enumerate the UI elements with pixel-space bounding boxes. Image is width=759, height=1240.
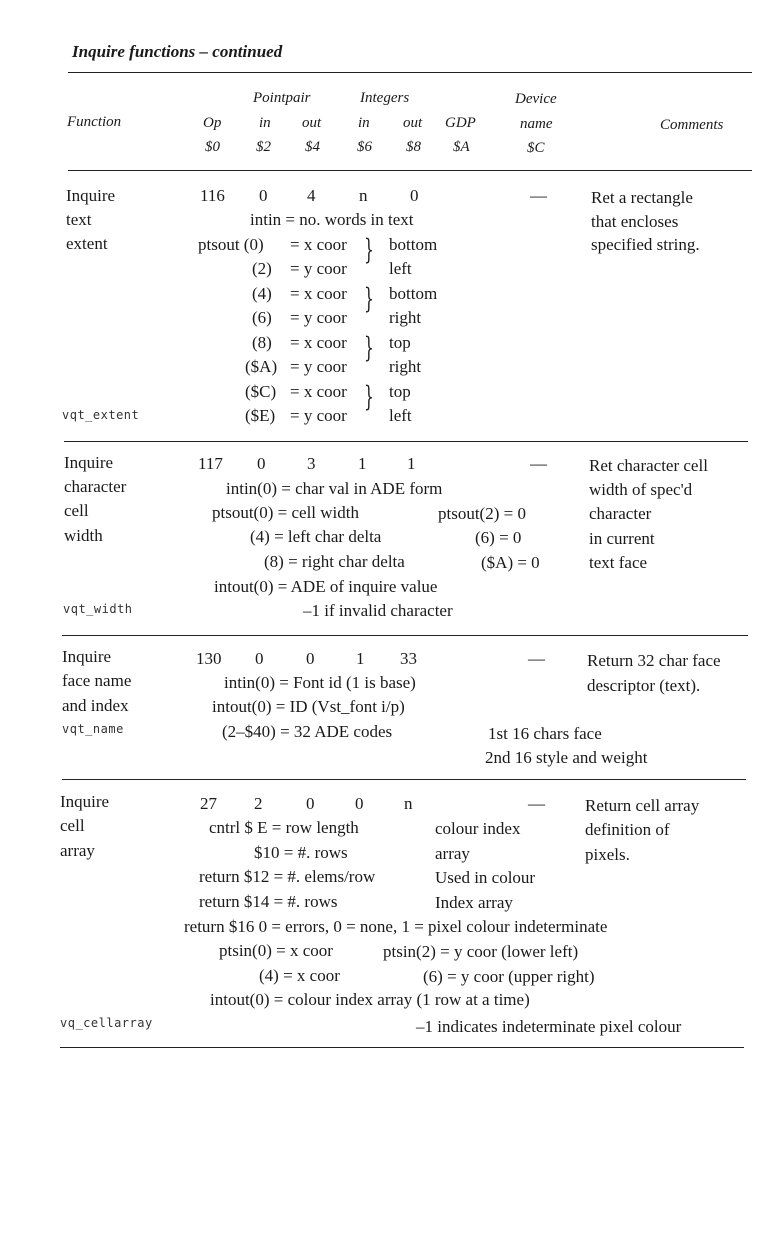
detail-line: (2–$40) = 32 ADE codes [222,722,393,741]
detail-label: (2) [252,259,272,278]
header-op: Op [203,115,222,131]
detail-line: ptsout(0) = cell width [212,503,359,522]
header-comments: Comments [660,117,724,133]
detail-note: top [389,333,411,352]
pointpair-in: 0 [257,454,266,473]
comment-line: Return 32 char face [587,651,721,670]
detail-line: (6) = y coor (upper right) [423,967,595,986]
detail-value: = x coor [290,333,347,352]
detail-line: Index array [435,893,513,912]
detail-line: ptsin(0) = x coor [219,941,333,960]
detail-note: bottom [389,235,438,254]
detail-label: (6) [252,308,272,327]
function-name-line: and index [62,696,129,715]
detail-note: top [389,382,411,401]
binding-name: vqt_width [63,602,133,616]
detail-note: left [389,259,412,278]
detail-line: return $12 = #. elems/row [199,867,376,886]
comment-line: definition of [585,820,670,839]
header-sA: $A [453,139,470,155]
integers-in: 1 [356,649,365,668]
comment-line: character [589,504,652,523]
function-name-line: cell [64,501,89,520]
device-name: — [528,794,545,813]
integers-out: 33 [400,649,417,668]
comment-line: pixels. [585,845,630,864]
function-name-line: extent [66,234,108,253]
detail-line: intout(0) = ADE of inquire value [214,577,438,596]
header-device: Device [515,91,557,107]
detail-line: 1st 16 chars face [488,724,602,743]
detail-line: (4) = x coor [259,966,340,985]
comment-line: text face [589,553,648,572]
header-pointpair: Pointpair [253,90,311,106]
pointpair-out: 0 [306,794,315,813]
function-name-line: cell [60,816,85,835]
detail-note: left [389,406,412,425]
comment-line: Return cell array [585,796,700,815]
device-name: — [530,454,547,473]
device-name: — [530,186,547,205]
detail-line: –1 if invalid character [303,601,453,620]
detail-line: intout(0) = colour index array (1 row at a time) [210,990,530,1009]
pointpair-in: 0 [259,186,268,205]
row-divider [64,441,748,442]
function-name-line: face name [62,671,132,690]
header-s6: $6 [357,139,372,155]
row-divider [62,779,746,780]
detail-line: array [435,844,470,863]
opcode: 130 [196,649,222,668]
binding-name: vqt_name [62,722,124,736]
detail-note: right [389,357,422,376]
pointpair-out: 4 [307,186,316,205]
integers-in: n [359,186,368,205]
function-name-line: Inquire [62,647,112,666]
header-s8: $8 [406,139,421,155]
pointpair-in: 2 [254,794,263,813]
opcode: 27 [200,794,217,813]
detail-label: ($A) [245,357,278,376]
binding-name: vqt_extent [62,408,140,422]
comment-line: that encloses [591,212,679,231]
header-device-name: name [520,116,553,132]
brace-icon: } [364,233,374,266]
header-top-rule [68,72,752,73]
detail-note: bottom [389,284,438,303]
row-divider [62,635,748,636]
function-name-line: array [60,841,95,860]
integers-out: n [404,794,413,813]
function-name-line: character [64,477,127,496]
detail-label: ptsout (0) [198,235,264,254]
detail-value: = y coor [290,259,347,278]
table-bottom-rule [60,1047,744,1048]
pointpair-in: 0 [255,649,264,668]
detail-line: cntrl $ E = row length [209,818,359,837]
detail-line: intin = no. words in text [250,210,414,229]
brace-icon: } [364,380,374,413]
detail-line: 2nd 16 style and weight [485,748,648,767]
function-name-line: Inquire [66,186,116,205]
detail-value: = y coor [290,406,347,425]
header-integers: Integers [360,90,410,106]
header-s0: $0 [205,139,220,155]
comment-line: specified string. [591,235,700,254]
detail-line: intout(0) = ID (Vst_font i/p) [212,697,405,716]
detail-line: intin(0) = char val in ADE form [226,479,443,498]
header-s2: $2 [256,139,271,155]
detail-value: = y coor [290,308,347,327]
detail-line: –1 indicates indeterminate pixel colour [416,1017,682,1036]
header-gdp: GDP [445,115,476,131]
integers-in: 1 [358,454,367,473]
function-name-line: Inquire [64,453,114,472]
page-title: Inquire functions – continued [72,42,283,61]
detail-line: return $16 0 = errors, 0 = none, 1 = pixel colour indeterminate [184,917,608,936]
opcode: 116 [200,186,225,205]
detail-line: ptsin(2) = y coor (lower left) [383,942,579,961]
header-s4: $4 [305,139,320,155]
binding-name: vq_cellarray [60,1016,153,1030]
header-pointpair-in: in [259,115,271,131]
detail-line: return $14 = #. rows [199,892,338,911]
detail-line: colour index [435,819,521,838]
comment-line: Ret a rectangle [591,188,693,207]
comment-line: width of spec'd [589,480,693,499]
integers-out: 1 [407,454,416,473]
header-sC: $C [527,140,545,156]
function-name-line: width [64,526,103,545]
detail-label: ($C) [245,382,277,401]
detail-line: Used in colour [435,868,536,887]
comment-line: in current [589,529,655,548]
detail-line: (6) = 0 [475,528,522,547]
header-bottom-rule [68,170,752,171]
detail-label: (4) [252,284,272,303]
detail-line: ptsout(2) = 0 [438,504,526,523]
brace-icon: } [364,282,374,315]
header-function: Function [67,114,122,130]
brace-icon: } [364,331,374,364]
detail-value: = x coor [290,235,347,254]
detail-line: (4) = left char delta [250,527,382,546]
header-pointpair-out: out [302,115,322,131]
comment-line: descriptor (text). [587,676,701,695]
detail-line: intin(0) = Font id (1 is base) [224,673,416,692]
integers-out: 0 [410,186,419,205]
detail-value: = x coor [290,284,347,303]
detail-note: right [389,308,422,327]
detail-value: = x coor [290,382,347,401]
detail-value: = y coor [290,357,347,376]
detail-line: ($A) = 0 [481,553,540,572]
header-integers-in: in [358,115,370,131]
header-integers-out: out [403,115,423,131]
integers-in: 0 [355,794,364,813]
detail-line: $10 = #. rows [254,843,348,862]
comment-line: Ret character cell [589,456,708,475]
device-name: — [528,649,545,668]
pointpair-out: 3 [307,454,316,473]
opcode: 117 [198,454,223,473]
detail-line: (8) = right char delta [264,552,405,571]
detail-label: (8) [252,333,272,352]
detail-label: ($E) [245,406,276,425]
pointpair-out: 0 [306,649,315,668]
function-name-line: Inquire [60,792,110,811]
function-name-line: text [66,210,92,229]
